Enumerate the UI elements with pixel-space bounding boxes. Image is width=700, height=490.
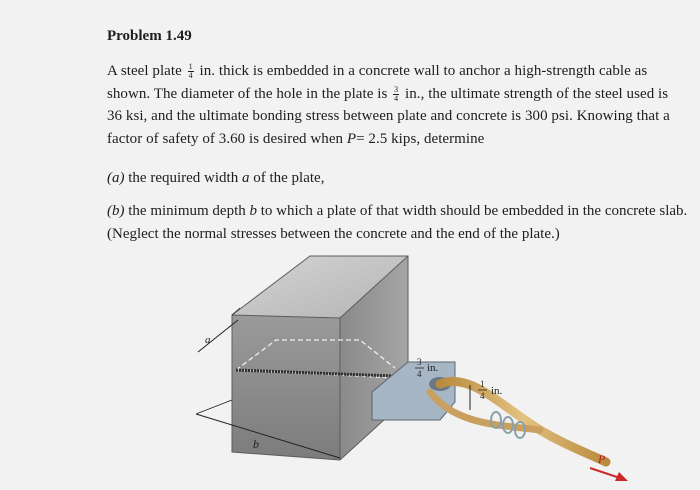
dimension-a-label: a xyxy=(205,334,211,346)
load-arrow-shaft xyxy=(590,468,620,478)
question-b-text-after: to which a plate of that width should be embedded in the concrete slab. (Neglect the normal stresses between the concrete and the end of the plate.) xyxy=(107,203,688,242)
thick-unit: in. xyxy=(491,385,503,397)
hole-num: 3 xyxy=(394,84,399,94)
load-symbol: P xyxy=(346,130,357,147)
question-a-text-before: the required width xyxy=(128,170,239,186)
hole-den: 4 xyxy=(394,93,399,103)
dimension-b-ext1 xyxy=(196,400,232,414)
cable xyxy=(440,381,606,462)
question-b-label: (b) xyxy=(107,203,125,219)
thickness-num: 1 xyxy=(188,62,193,72)
load-label-P: P xyxy=(598,452,606,466)
statement-part4: = 2.5 kips, determine xyxy=(356,130,485,147)
hole-frac-den: 4 xyxy=(417,369,422,379)
question-a-label: (a) xyxy=(107,170,125,186)
concrete-front-face xyxy=(232,315,340,460)
problem-title: Problem 1.49 xyxy=(107,28,192,44)
thick-frac-den: 4 xyxy=(480,391,485,401)
thickness-den: 4 xyxy=(188,71,193,81)
thick-frac-num: 1 xyxy=(480,379,485,389)
statement-part2: in. thick is embedded in a concrete wall to anchor a high-strength cable as shown. The diameter of the hole in the plate is xyxy=(107,63,648,102)
hole-unit: in. xyxy=(427,362,439,374)
dimension-b-label: b xyxy=(253,437,259,451)
statement-part3: in., the ultimate strength of the steel used is 36 ksi, and the ultimate bonding stress between plate and concrete is 300 psi. Knowing that a factor of safety of 3.60 is desired when xyxy=(107,85,670,147)
statement-part1: A steel plate xyxy=(107,63,182,79)
question-a-text-after: of the plate, xyxy=(253,170,325,186)
question-b-text-before: the minimum depth xyxy=(128,203,246,219)
question-b-var: b xyxy=(249,203,257,219)
hole-frac-num: 3 xyxy=(417,357,422,367)
question-a-var: a xyxy=(241,170,250,186)
